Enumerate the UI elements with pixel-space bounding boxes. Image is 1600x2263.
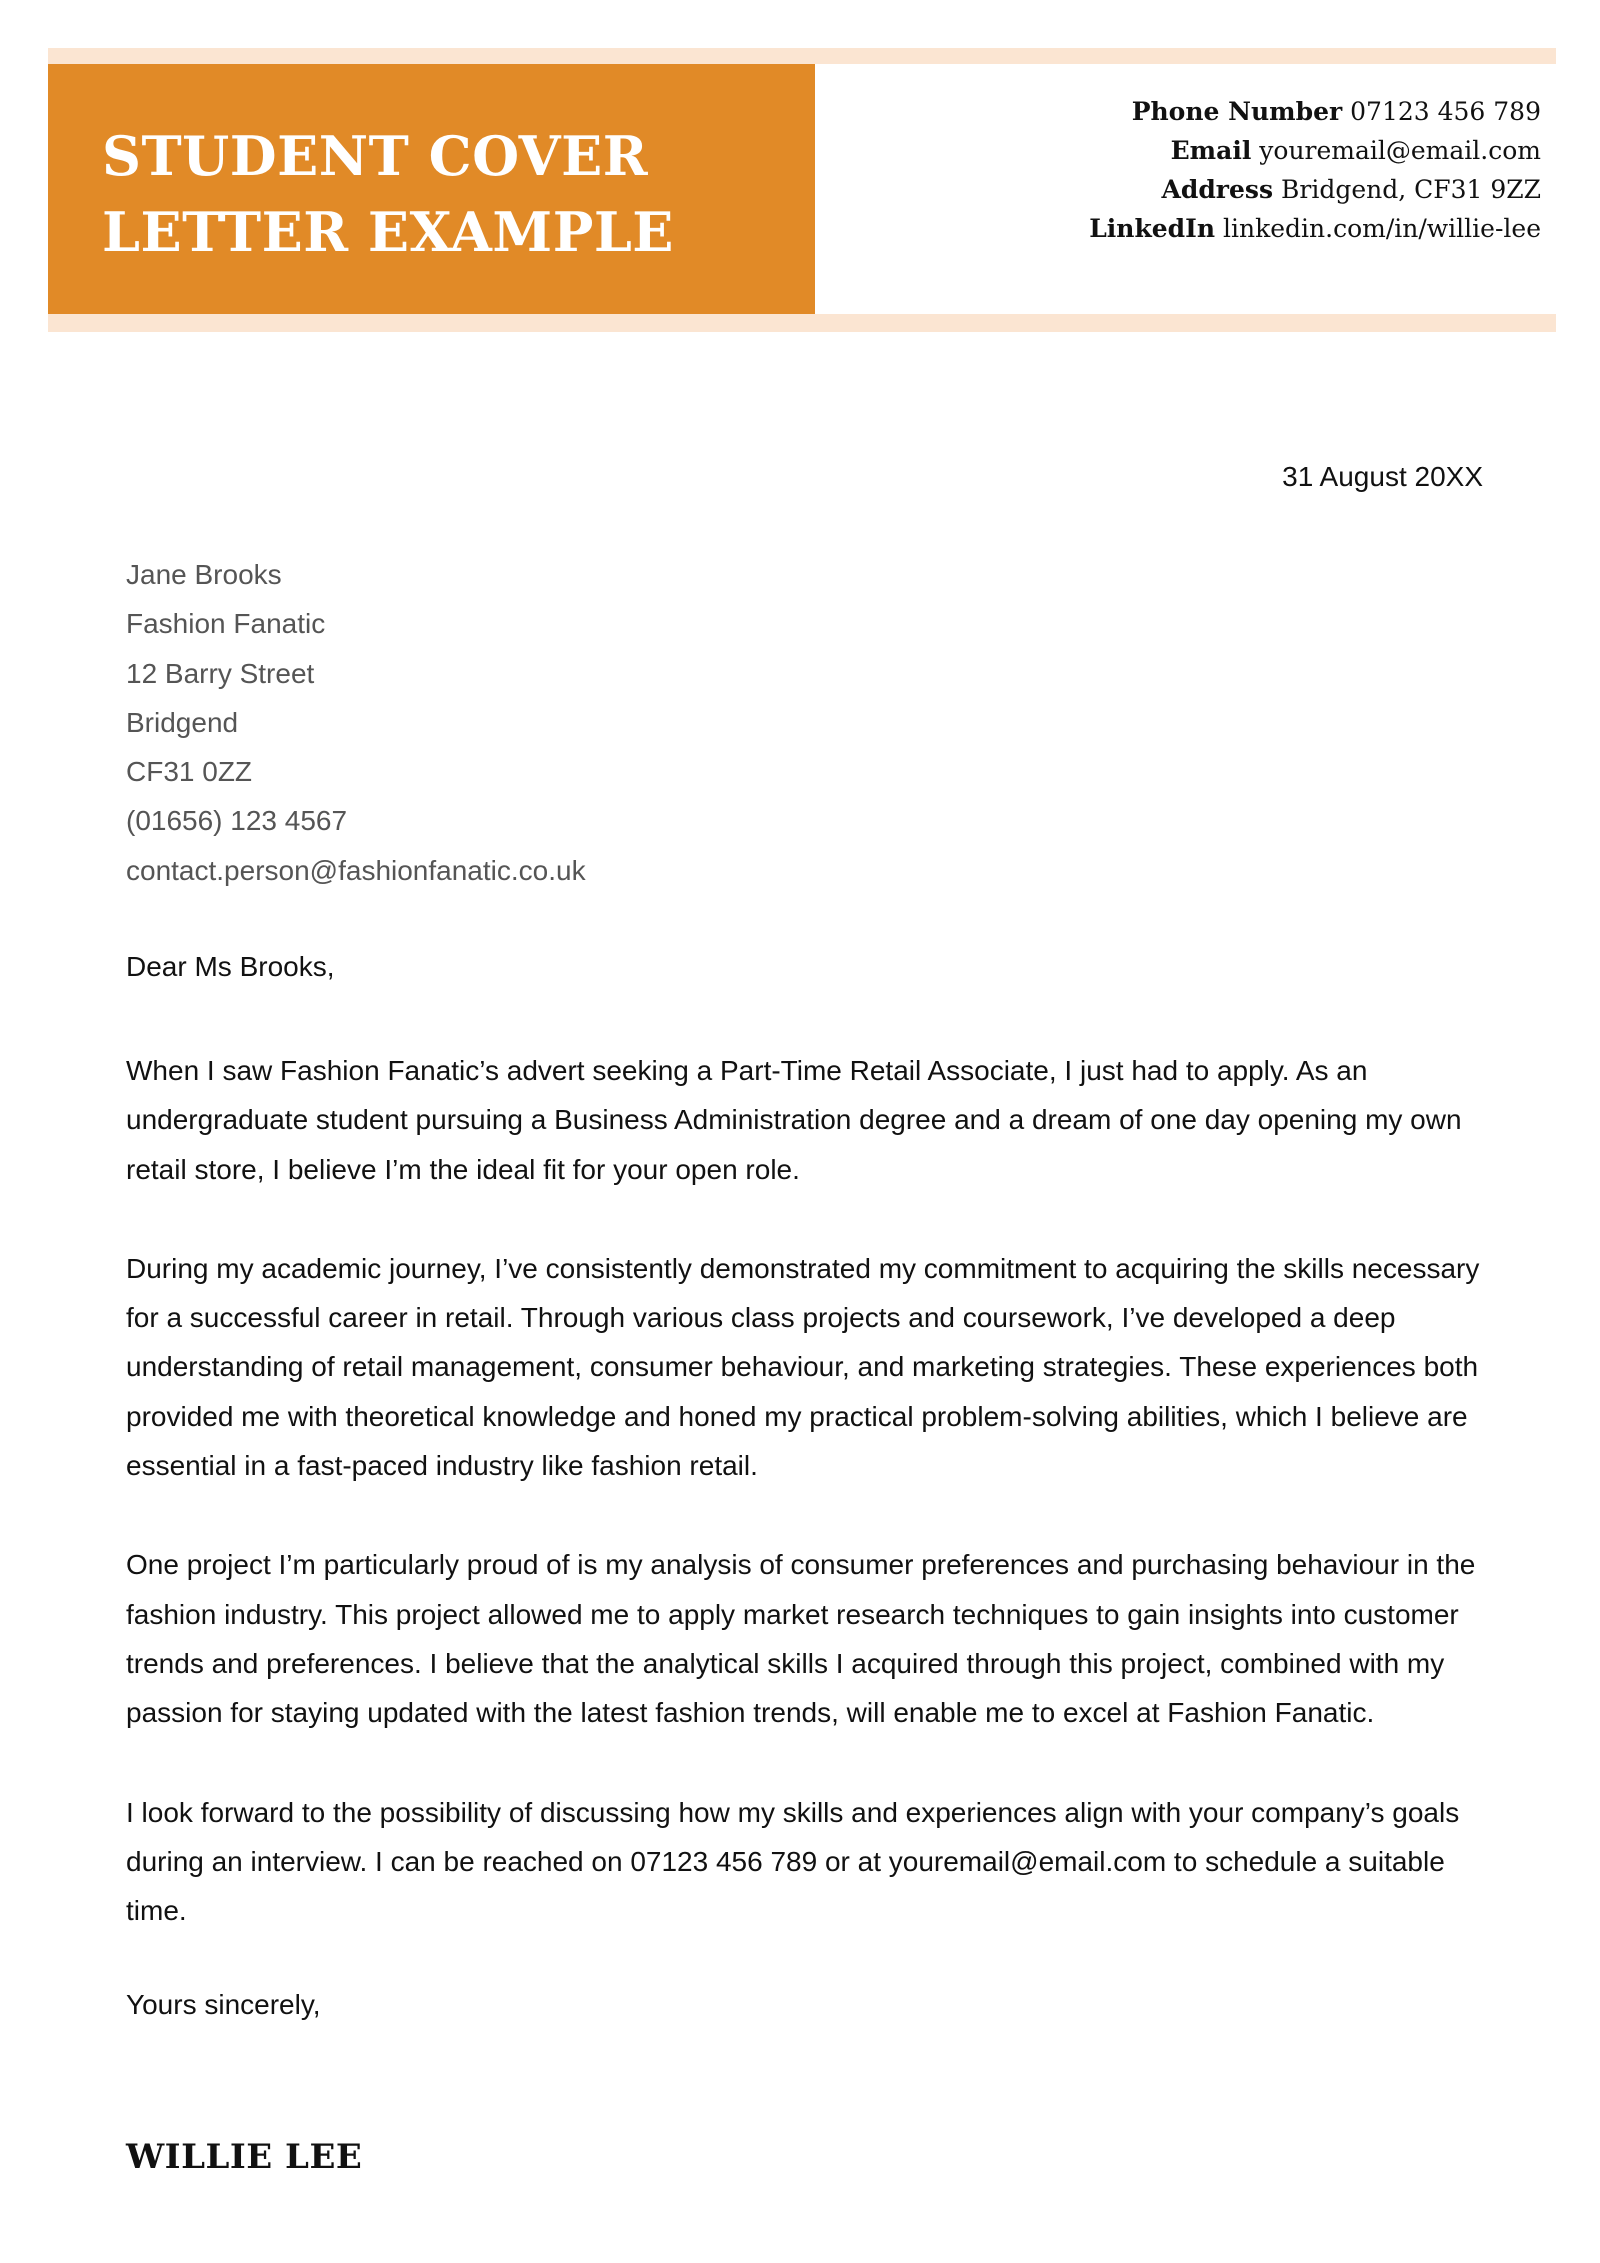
page-title-line-1: STUDENT COVER bbox=[102, 124, 649, 188]
contact-email-value: youremail@email.com bbox=[1259, 136, 1541, 165]
contact-linkedin-value: linkedin.com/in/willie-lee bbox=[1223, 214, 1541, 243]
contact-linkedin-label: LinkedIn bbox=[1089, 214, 1216, 243]
paragraph-intro: When I saw Fashion Fanatic’s advert seeking a Part-Time Retail Associate, I just had to apply. As an undergraduate student pursuing a Business Administration degree and a dream of one day opening my own retail store, I believe I’m the ideal fit for your open role. bbox=[126, 1055, 1462, 1185]
contact-email bbox=[1089, 131, 1541, 170]
recipient-postcode: CF31 0ZZ bbox=[126, 756, 253, 788]
recipient-phone: (01656) 123 4567 bbox=[126, 805, 348, 837]
paragraph-closing: I look forward to the possibility of discussing how my skills and experiences align with your company’s goals during an interview. I can be reached on 07123 456 789 or at youremail@email.com to schedule a suitable time. bbox=[126, 1796, 1460, 1927]
recipient-name: Jane Brooks bbox=[126, 559, 282, 590]
contact-address bbox=[1089, 170, 1541, 209]
signature-name: WILLIE LEE bbox=[126, 2137, 363, 2177]
letter-date: 31 August 20XX bbox=[1282, 461, 1483, 492]
contact-linkedin bbox=[1089, 209, 1541, 248]
contact-phone-value: 07123 456 789 bbox=[1350, 97, 1541, 126]
contact-address-value: Bridgend, CF31 9ZZ bbox=[1281, 175, 1541, 204]
header-band bbox=[48, 48, 1556, 332]
letter-body bbox=[126, 947, 1486, 2025]
recipient-town: Bridgend bbox=[126, 706, 239, 738]
contact-address-label: Address bbox=[1161, 175, 1274, 204]
contact-email-label: Email bbox=[1170, 136, 1252, 165]
contact-details bbox=[1089, 92, 1541, 248]
recipient-email: contact.person@fashionfanatic.co.uk bbox=[126, 854, 586, 886]
header-content bbox=[48, 64, 1556, 314]
salutation: Dear Ms Brooks, bbox=[126, 951, 335, 982]
valediction: Yours sincerely, bbox=[126, 1989, 321, 2021]
page-title-line-2: LETTER EXAMPLE bbox=[102, 200, 674, 264]
contact-phone bbox=[1089, 92, 1541, 131]
paragraph-project: One project I’m particularly proud of is my analysis of consumer preferences and purchasing behaviour in the fashion industry. This project allowed me to apply market research techniques to gain insights into customer trends and preferences. I believe that the analytical skills I acquired through this project, combined with my passion for staying updated with the latest fashion trends, will enable me to excel at Fashion Fanatic. bbox=[126, 1549, 1476, 1729]
contact-phone-label: Phone Number bbox=[1131, 97, 1343, 126]
recipient-company: Fashion Fanatic bbox=[126, 608, 326, 640]
recipient-street: 12 Barry Street bbox=[126, 657, 315, 689]
paragraph-academic: During my academic journey, I’ve consistently demonstrated my commitment to acquiring the skills necessary for a successful career in retail. Through various class projects and coursework, I’ve developed a deep understanding of retail management, consumer behaviour, and marketing strategies. These experiences both provided me with theoretical knowledge and honed my practical problem-solving abilities, which I believe are essential in a fast-paced industry like fashion retail. bbox=[126, 1252, 1480, 1482]
title-block bbox=[48, 64, 815, 314]
recipient-address bbox=[126, 555, 586, 900]
